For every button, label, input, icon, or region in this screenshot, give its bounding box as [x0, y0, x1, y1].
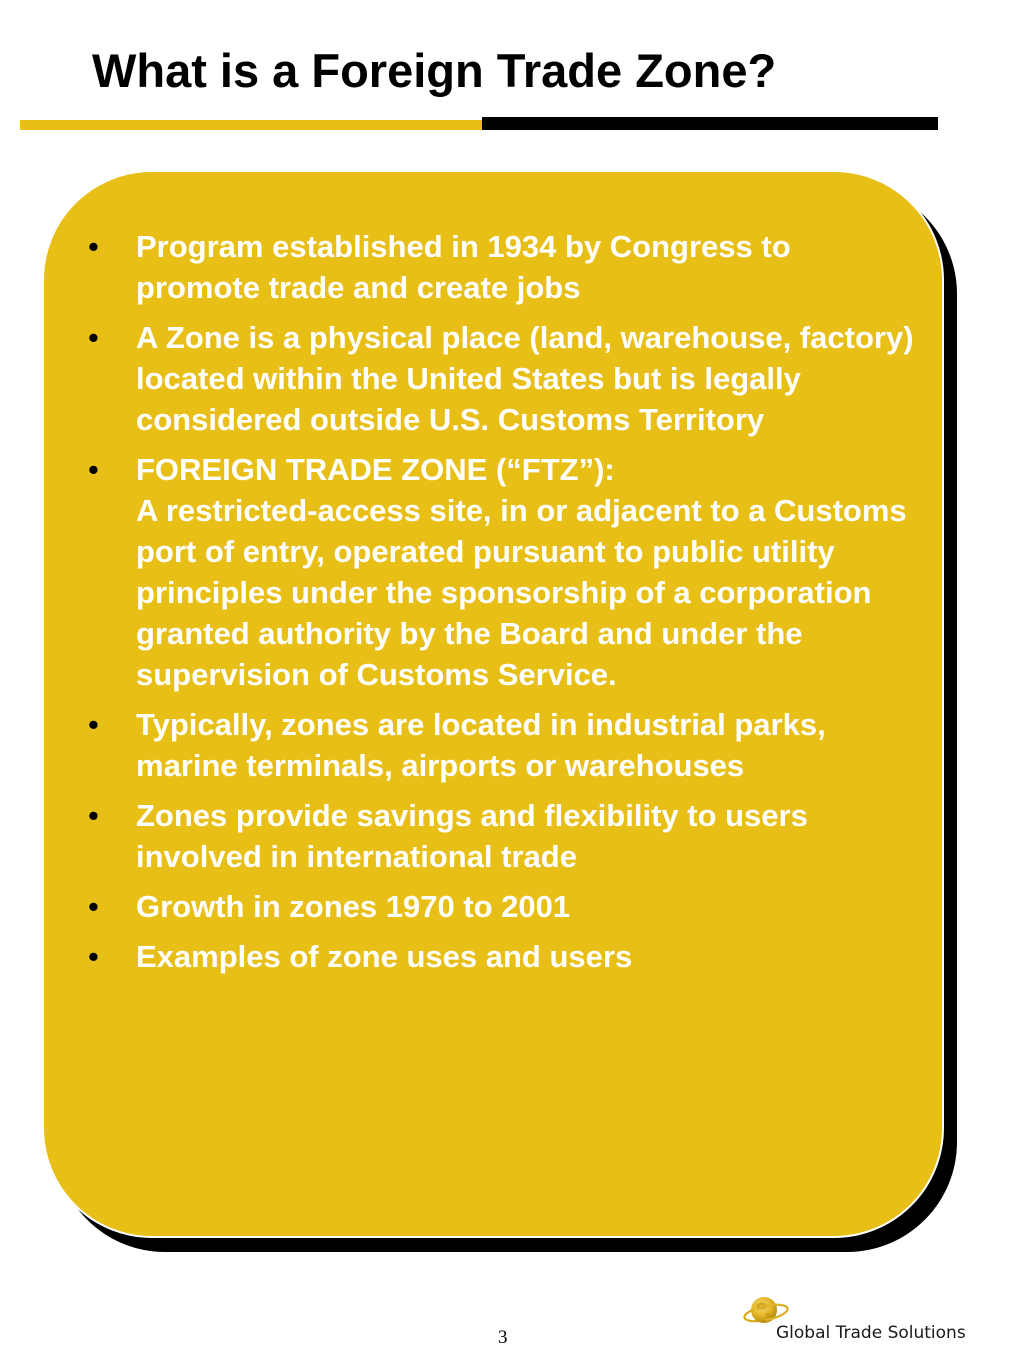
- company-logo-text: Global Trade Solutions: [776, 1323, 966, 1343]
- bullet-text: [136, 704, 914, 786]
- bullet-list: [84, 226, 914, 986]
- bullet-marker: •: [88, 320, 99, 355]
- bullet-line: Examples of zone uses and users: [136, 939, 633, 974]
- bullet-marker: •: [88, 452, 99, 487]
- bullet-text: [136, 449, 914, 695]
- title-underline-yellow: [20, 120, 484, 130]
- bullet-item: [84, 226, 914, 308]
- bullet-item: [84, 317, 914, 440]
- bullet-item: [84, 936, 914, 977]
- title-underline-black: [482, 117, 938, 130]
- bullet-item: [84, 886, 914, 927]
- bullet-text: [136, 226, 914, 308]
- bullet-line: Zones provide savings and flexibility to users involved in international trade: [136, 798, 808, 874]
- slide-title: What is a Foreign Trade Zone?: [92, 44, 777, 97]
- bullet-text: [136, 936, 914, 977]
- bullet-line: A Zone is a physical place (land, warehouse, factory) located within the United States but is legally considered outside U.S. Customs Territory: [136, 320, 914, 437]
- bullet-line: FOREIGN TRADE ZONE (“FTZ”):: [136, 452, 615, 487]
- bullet-line: Growth in zones 1970 to 2001: [136, 889, 571, 924]
- bullet-marker: •: [88, 889, 99, 924]
- bullet-marker: •: [88, 798, 99, 833]
- bullet-marker: •: [88, 707, 99, 742]
- bullet-item: [84, 449, 914, 695]
- bullet-text: [136, 886, 914, 927]
- bullet-text: [136, 317, 914, 440]
- page-number: 3: [498, 1327, 508, 1348]
- bullet-line: Program established in 1934 by Congress to promote trade and create jobs: [136, 229, 791, 305]
- bullet-marker: •: [88, 229, 99, 264]
- bullet-item: [84, 704, 914, 786]
- bullet-text: [136, 795, 914, 877]
- bullet-marker: •: [88, 939, 99, 974]
- bullet-line: A restricted-access site, in or adjacent to a Customs port of entry, operated pursuant to public utility principles under the sponsorship of a corporation granted authority by the Board and under the supervision of Customs Service.: [136, 493, 907, 692]
- bullet-line: Typically, zones are located in industrial parks, marine terminals, airports or warehouses: [136, 707, 826, 783]
- bullet-item: [84, 795, 914, 877]
